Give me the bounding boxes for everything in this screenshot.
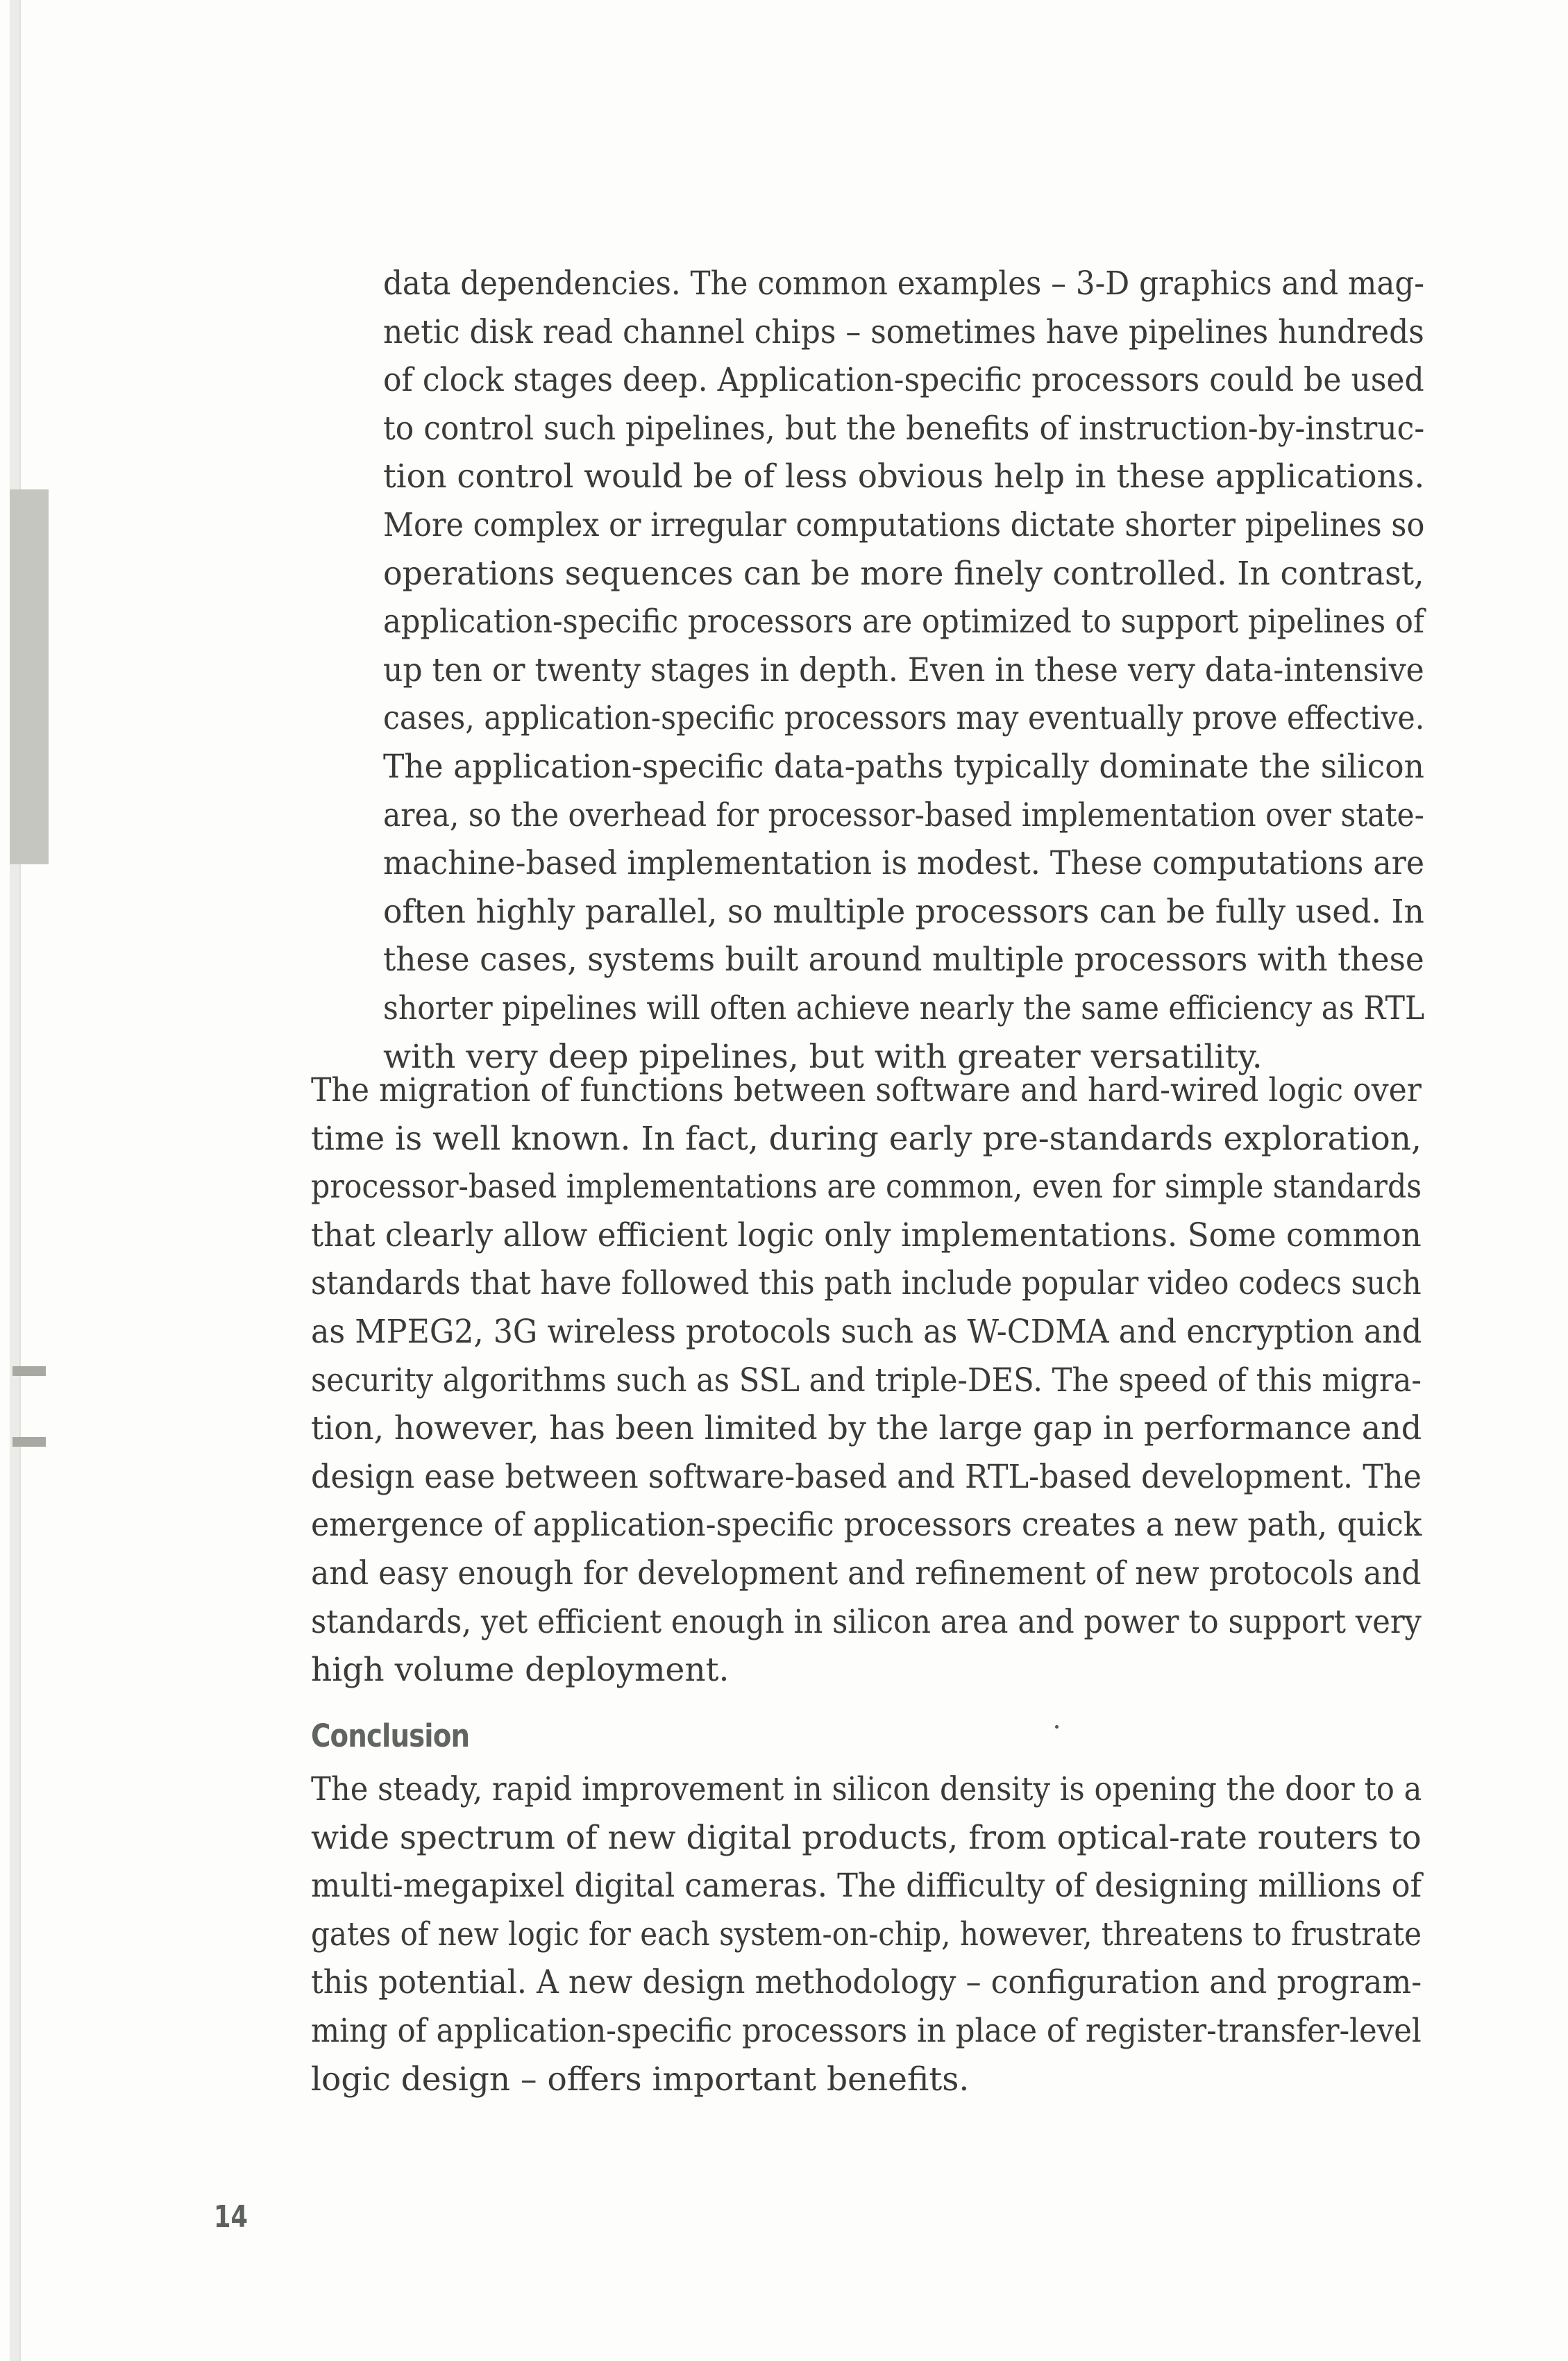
text-line: and easy enough for development and refinement of new protocols and [311,1554,1422,1593]
text-line: gates of new logic for each system-on-chip, however, threatens to frustrate [311,1915,1422,1954]
text-line: this potential. A new design methodology – configuration and program- [311,1963,1422,2002]
text-line: to control such pipelines, but the benefits of instruction-by-instruc- [383,409,1425,448]
text-line: multi-megapixel digital cameras. The difficulty of designing millions of [311,1867,1422,1906]
text-line: tion control would be of less obvious help in these applications. [383,457,1425,496]
migration-paragraph [311,1066,1422,1695]
text-line: More complex or irregular computations dictate shorter pipelines so [383,505,1425,544]
text-line: wide spectrum of new digital products, from optical-rate routers to [311,1818,1422,1857]
text-line: The migration of functions between software and hard-wired logic over [311,1071,1422,1109]
scan-binding-edge [10,0,21,2361]
indented-paragraph [383,260,1424,1081]
scan-edge-band [10,489,49,864]
text-line: often highly parallel, so multiple processors can be fully used. In [383,892,1424,931]
conclusion-paragraph [311,1765,1422,2103]
text-line: design ease between software-based and RTL-based development. The [311,1457,1422,1496]
page-number: 14 [214,2199,248,2235]
text-line: up ten or twenty stages in depth. Even in these very data-intensive [383,650,1424,689]
section-heading: Conclusion [311,1717,470,1754]
text-line: of clock stages deep. Application-specific processors could be used [383,361,1424,400]
text-line: The application-specific data-paths typically dominate the silicon [383,747,1424,786]
text-line: The steady, rapid improvement in silicon density is opening the door to a [311,1770,1422,1808]
text-line: netic disk read channel chips – sometimes have pipelines hundreds [383,312,1424,351]
text-line: logic design – offers important benefits. [311,2060,970,2099]
text-line: with very deep pipelines, but with greater versatility. [383,1037,1263,1076]
text-line: operations sequences can be more finely controlled. In contrast, [383,554,1424,593]
text-line: standards, yet efficient enough in silicon area and power to support very [311,1602,1422,1641]
text-line: cases, application-specific processors may eventually prove effective. [383,699,1425,738]
text-line: that clearly allow efficient logic only implementations. Some common [311,1216,1422,1254]
text-line: time is well known. In fact, during early pre-standards exploration, [311,1119,1422,1158]
text-line: as MPEG2, 3G wireless protocols such as W-CDMA and encryption and [311,1312,1422,1351]
text-line: ming of application-specific processors in place of register-transfer-level [311,2011,1422,2050]
text-line: area, so the overhead for processor-based implementation over state- [383,796,1424,834]
text-line: emergence of application-specific processors creates a new path, quick [311,1506,1422,1545]
scan-edge-tick [12,1366,46,1376]
scan-speck [1055,1725,1059,1729]
text-line: shorter pipelines will often achieve nearly the same efficiency as RTL [383,989,1425,1027]
text-line: high volume deployment. [311,1651,730,1690]
scan-edge-tick [12,1437,46,1447]
text-line: these cases, systems built around multiple processors with these [383,941,1424,980]
text-line: machine-based implementation is modest. These computations are [383,844,1425,883]
text-line: application-specific processors are optimized to support pipelines of [383,603,1424,641]
text-line: standards that have followed this path include popular video codecs such [311,1264,1422,1303]
text-line: security algorithms such as SSL and triple-DES. The speed of this migra- [311,1361,1422,1400]
text-line: data dependencies. The common examples – 3-D graphics and mag- [383,264,1424,303]
text-line: tion, however, has been limited by the large gap in performance and [311,1409,1422,1448]
text-line: processor-based implementations are common, even for simple standards [311,1168,1422,1207]
